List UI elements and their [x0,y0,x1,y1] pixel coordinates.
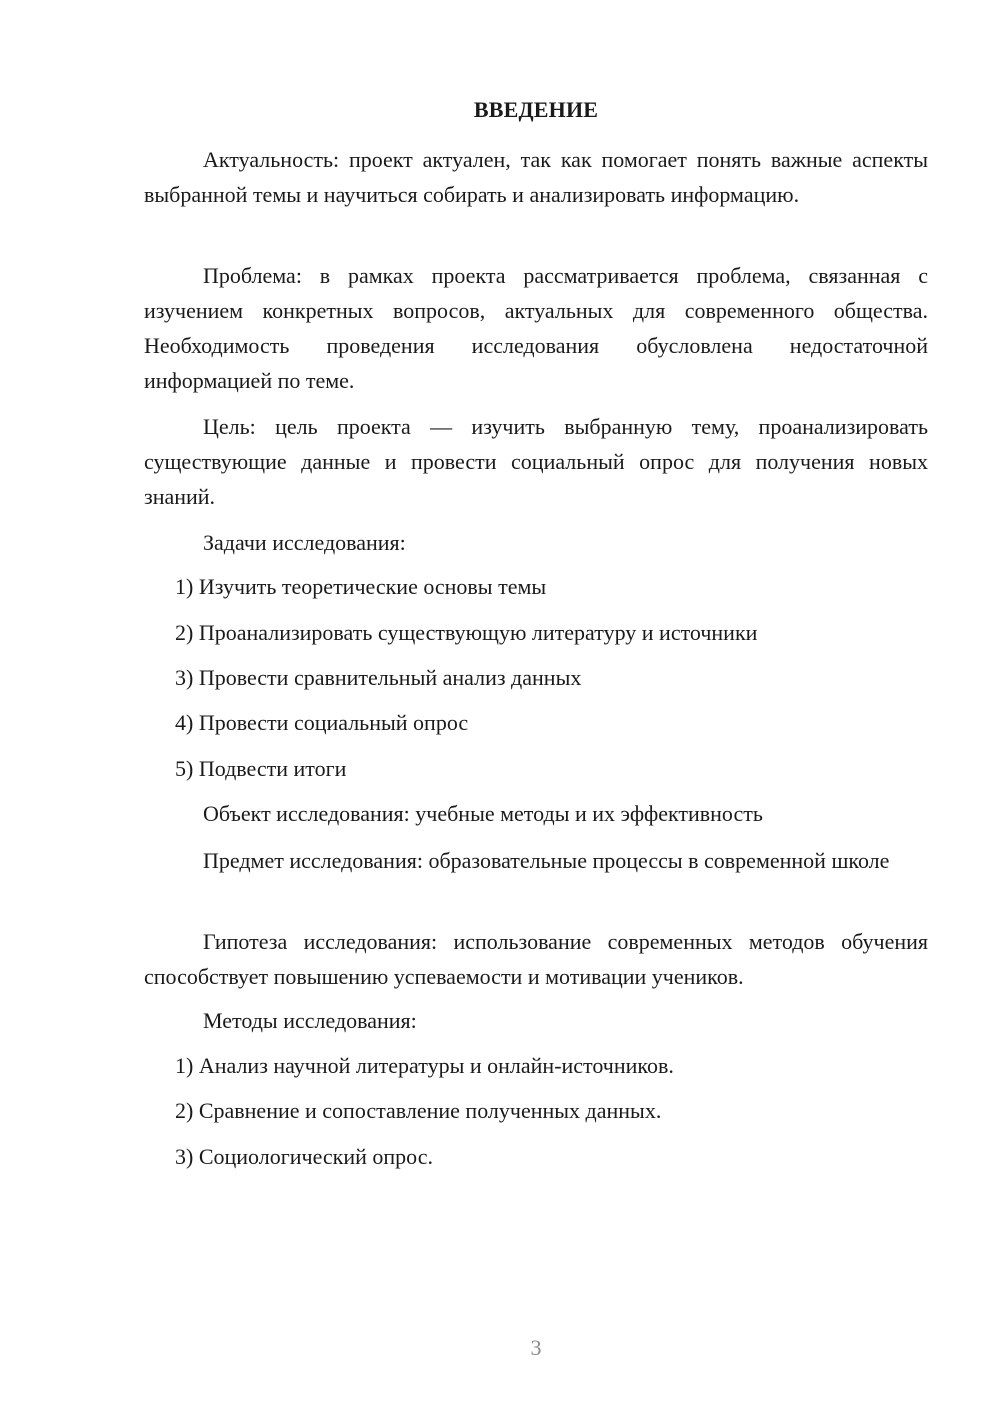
goal-paragraph: Цель: цель проекта — изучить выбранную тему, проанализировать существующие данные и провести социальный опрос для получения новых знаний. [144,414,928,509]
method-item-1: 1) Анализ научной литературы и онлайн-источников. [175,1053,674,1078]
problem-paragraph: Проблема: в рамках проекта рассматривается проблема, связанная с изучением конкретных вопросов, актуальных для современного общества. Необходимость проведения исследования обусловлена недостаточной информацией по теме. [144,263,928,393]
research-object: Объект исследования: учебные методы и их эффективность [203,801,763,826]
page-number: 3 [530,1335,542,1360]
research-subject: Предмет исследования: образовательные процессы в современной школе [203,848,890,873]
task-item-3: 3) Провести сравнительный анализ данных [175,665,582,690]
relevance-paragraph: Актуальность: проект актуален, так как помогает понять важные аспекты выбранной темы и научиться собирать и анализировать информацию. [144,147,928,207]
task-item-2: 2) Проанализировать существующую литературу и источники [175,620,758,645]
page-title: ВВЕДЕНИЕ [473,97,599,122]
task-item-1: 1) Изучить теоретические основы темы [175,574,547,599]
task-item-4: 4) Провести социальный опрос [175,710,469,735]
document-page [144,0,928,1414]
research-hypothesis: Гипотеза исследования: использование современных методов обучения способствует повышению успеваемости и мотивации учеников. [144,929,928,989]
task-item-5: 5) Подвести итоги [175,756,347,781]
method-item-2: 2) Сравнение и сопоставление полученных данных. [175,1098,662,1123]
tasks-heading: Задачи исследования: [203,530,406,555]
methods-heading: Методы исследования: [203,1008,417,1033]
method-item-3: 3) Социологический опрос. [175,1144,433,1169]
